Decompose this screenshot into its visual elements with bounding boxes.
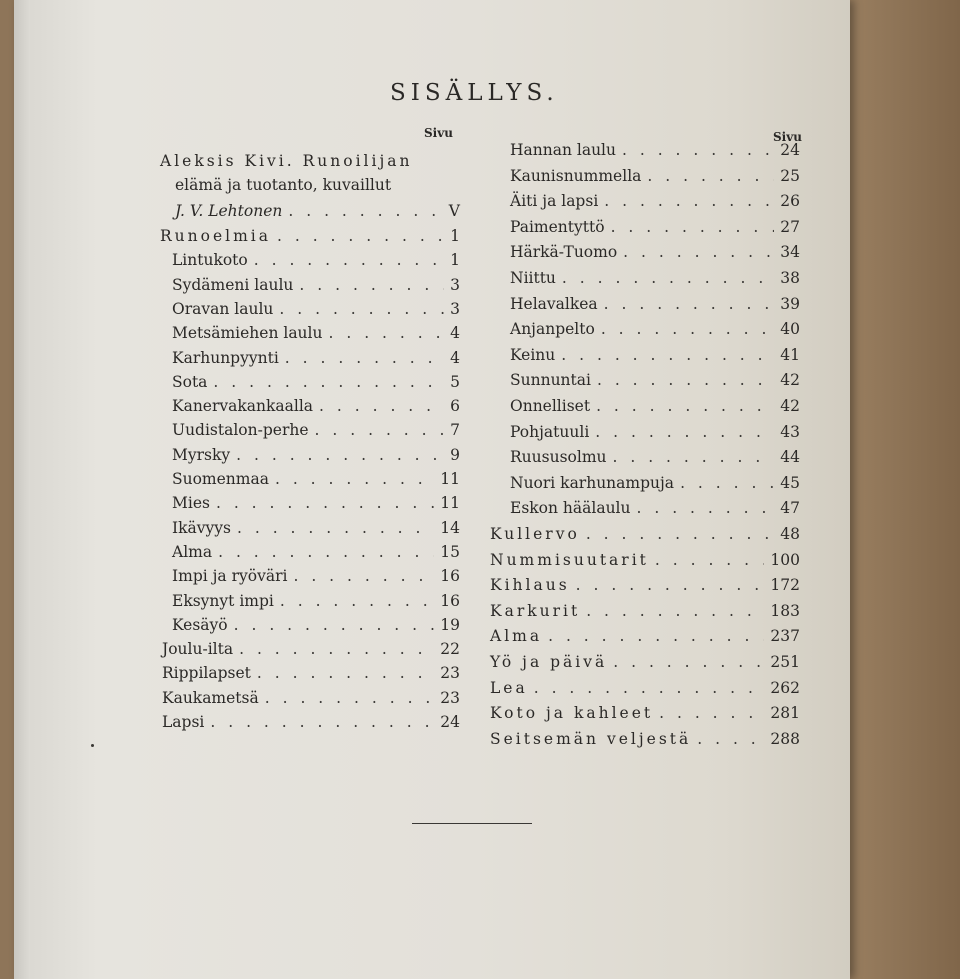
dot-leader [586,524,774,544]
toc-entry [510,447,800,467]
toc-entry-title: Härkä-Tuomo [510,243,618,262]
toc-entry [510,140,800,160]
toc-entry [172,566,460,586]
dot-leader [604,294,775,314]
dot-leader [218,542,434,562]
toc-entry-page: 7 [450,421,460,440]
toc-entry-title: Impi ja ryöväri [172,567,288,586]
toc-entry-page: 3 [450,299,460,318]
toc-entry-title: Suomenmaa [172,470,269,488]
toc-entry [160,226,460,246]
toc-entry-page: 24 [440,713,460,731]
toc-entry-title: Helavalkea [510,294,598,313]
right-column-header: Sivu [773,130,802,144]
dot-leader [293,566,434,586]
toc-entry [172,396,460,416]
toc-entry-page: 42 [780,397,800,415]
toc-entry-page: 23 [440,664,460,683]
dot-leader [285,348,444,368]
toc-entry [172,469,460,489]
toc-entry-page: 26 [780,192,800,211]
toc-entry-page: 1 [450,251,460,270]
toc-entry-title: Kesäyö [172,615,228,634]
toc-entry-page: 45 [780,473,800,492]
toc-entry-title: Kaunisnummella [510,166,642,185]
toc-entry-page: 41 [780,345,800,364]
dot-leader [659,703,764,723]
dot-leader [277,226,444,246]
toc-entry-page: 183 [770,601,800,620]
dot-leader [216,493,434,513]
intro-entry [175,201,460,221]
intro-line-1: Aleksis Kivi. Runoilijan [160,152,413,170]
toc-entry-page: 4 [450,348,460,367]
dot-leader [234,615,435,635]
toc-entry [490,652,800,672]
toc-entry-title: Oravan laulu [172,299,274,318]
dot-leader [604,191,774,211]
page-title: SISÄLLYS. [390,80,559,106]
toc-entry-page: 27 [780,217,800,236]
toc-entry-page: 23 [440,688,460,707]
dot-leader [622,140,774,160]
toc-entry-title: Kaukametsä [162,688,259,707]
toc-entry-page: 100 [770,550,800,569]
toc-entry-title: Keinu [510,345,556,364]
dot-leader [596,396,774,416]
toc-entry-page: 22 [440,640,460,659]
dot-leader [601,319,774,339]
toc-entry-title: Joulu-ilta [162,640,234,659]
toc-entry-title: Hannan laulu [510,141,616,159]
dot-leader [680,473,774,493]
dot-leader [315,420,445,440]
toc-entry-page: 237 [770,627,800,646]
dot-leader [562,268,774,288]
toc-entry [510,242,800,262]
toc-entry-page: 251 [770,653,800,671]
toc-entry [172,542,460,562]
intro-line-2: elämä ja tuotanto, kuvaillut [175,176,392,194]
toc-entry-title: Kullervo [490,525,580,543]
toc-entry [510,166,800,186]
dot-leader [586,601,764,621]
toc-entry [490,703,800,723]
toc-entry-title: Alma [172,542,213,561]
toc-entry-page: 48 [780,525,800,543]
toc-entry [172,615,460,635]
toc-entry-title: Karkurit [490,601,581,620]
toc-entry-page: 5 [450,372,460,391]
toc-entry [490,678,800,698]
toc-entry-title: Lintukoto [172,251,248,270]
dot-leader [697,729,764,749]
dot-leader [299,275,444,295]
dot-leader [265,688,435,708]
toc-entry-page: 16 [440,591,460,610]
toc-entry-page: 25 [780,166,800,185]
toc-entry [172,420,460,440]
dot-leader [237,518,434,538]
toc-entry [172,445,460,465]
toc-entry [172,275,460,295]
toc-entry [510,396,800,416]
toc-entry-title: Metsämiehen laulu [172,324,323,343]
toc-entry-title: Niittu [510,269,556,287]
toc-entry-page: 47 [780,499,800,518]
toc-entry [172,493,460,513]
toc-entry-title: Ikävyys [172,518,231,537]
toc-entry-title: Nuori karhunampuja [510,473,675,492]
dot-leader [254,250,444,270]
intro-author: J. V. Lehtonen [175,202,283,220]
toc-entry [490,729,800,749]
dot-leader [275,469,434,489]
toc-entry-title: Ruususolmu [510,448,607,467]
toc-entry [490,575,800,595]
toc-entry-title: Sota [172,372,208,391]
toc-entry [162,688,460,708]
toc-entry-page: 11 [440,494,460,513]
dot-leader [561,345,774,365]
toc-entry [510,498,800,518]
dot-leader [637,498,775,518]
toc-entry-page: 4 [450,324,460,343]
toc-entry-title: Sunnuntai [510,371,591,390]
toc-entry-title: Eskon häälaulu [510,499,631,518]
toc-entry [172,299,460,319]
toc-entry [510,370,800,390]
toc-entry-page: 3 [450,275,460,294]
toc-entry [490,601,800,621]
toc-entry-title: Eksynyt impi [172,591,274,610]
toc-entry-page: 40 [780,320,800,339]
toc-entry-page: 38 [780,269,800,287]
toc-entry-title: Lapsi [162,713,205,731]
toc-entry [510,268,800,288]
dot-leader [623,242,774,262]
toc-entry [172,348,460,368]
toc-entry-title: Karhunpyynti [172,348,279,367]
toc-entry-title: Lea [490,678,528,697]
toc-entry-page: 44 [780,448,800,467]
dot-leader [279,299,444,319]
toc-entry [172,518,460,538]
toc-entry [510,319,800,339]
toc-entry-page: 262 [770,678,800,697]
toc-entry [490,524,800,544]
toc-entry [162,639,460,659]
toc-entry-title: Mies [172,494,210,513]
toc-entry-page: 281 [770,704,800,723]
dot-leader [239,639,434,659]
dot-leader [595,422,774,442]
toc-entry-title: Rippilapset [162,664,251,683]
dot-leader [576,575,765,595]
dot-leader [210,712,434,732]
toc-entry [510,422,800,442]
toc-entry-page: 172 [770,576,800,595]
toc-entry-title: Pohjatuuli [510,422,590,441]
toc-entry-page: 19 [440,615,460,634]
dot-leader [288,201,442,221]
toc-entry [172,372,460,392]
toc-entry [172,323,460,343]
toc-entry-page: 16 [440,567,460,586]
toc-entry [162,712,460,732]
toc-entry [162,663,460,683]
dot-leader [613,652,764,672]
toc-entry-page: 24 [780,141,800,159]
toc-entry-title: Nummisuutarit [490,550,649,569]
dot-leader [236,445,444,465]
toc-entry [510,191,800,211]
toc-entry-title: Runoelmia [160,227,271,245]
toc-entry-title: Seitsemän veljestä [490,729,692,748]
toc-entry [172,250,460,270]
toc-entry [490,626,800,646]
toc-entry-page: 34 [780,243,800,262]
toc-entry-title: Sydämeni laulu [172,275,294,294]
toc-entry-page: 288 [770,729,800,748]
toc-entry-page: 14 [440,518,460,537]
toc-entry [510,217,800,237]
toc-entry [510,345,800,365]
toc-entry-page: 39 [780,294,800,313]
toc-entry-page: 1 [450,227,460,245]
toc-entry-title: Uudistalon-perhe [172,421,309,440]
toc-entry-title: Alma [490,627,543,646]
intro-page: V [448,202,460,220]
toc-entry-title: Kanervakankaalla [172,397,314,416]
toc-entry [510,294,800,314]
dot-leader [597,370,774,390]
toc-entry-page: 9 [450,445,460,464]
dot-leader [534,678,765,698]
dot-leader [655,550,765,570]
toc-entry-title: Myrsky [172,445,231,464]
facing-page-edge [14,0,30,979]
end-rule [412,823,532,824]
dot-leader [548,626,764,646]
toc-entry-title: Kihlaus [490,576,570,595]
dot-leader [213,372,444,392]
toc-entry-page: 15 [440,542,460,561]
dot-leader [613,447,775,467]
paper-speck [91,744,94,747]
dot-leader [319,396,444,416]
toc-entry-title: Onnelliset [510,397,591,415]
toc-entry [172,591,460,611]
toc-entry-title: Paimentyttö [510,217,605,236]
toc-entry [510,473,800,493]
dot-leader [257,663,434,683]
toc-entry-title: Yö ja päivä [490,653,608,671]
dot-leader [280,591,434,611]
toc-entry-page: 6 [450,397,460,416]
toc-entry [490,550,800,570]
toc-entry-page: 43 [780,422,800,441]
dot-leader [647,166,774,186]
toc-entry-title: Koto ja kahleet [490,704,654,723]
toc-entry-title: Anjanpelto [510,320,595,339]
left-column-header: Sivu [424,126,453,140]
dot-leader [611,217,775,237]
toc-entry-title: Äiti ja lapsi [510,192,599,211]
toc-entry-page: 11 [440,470,460,488]
dot-leader [328,323,444,343]
toc-entry-page: 42 [780,371,800,390]
